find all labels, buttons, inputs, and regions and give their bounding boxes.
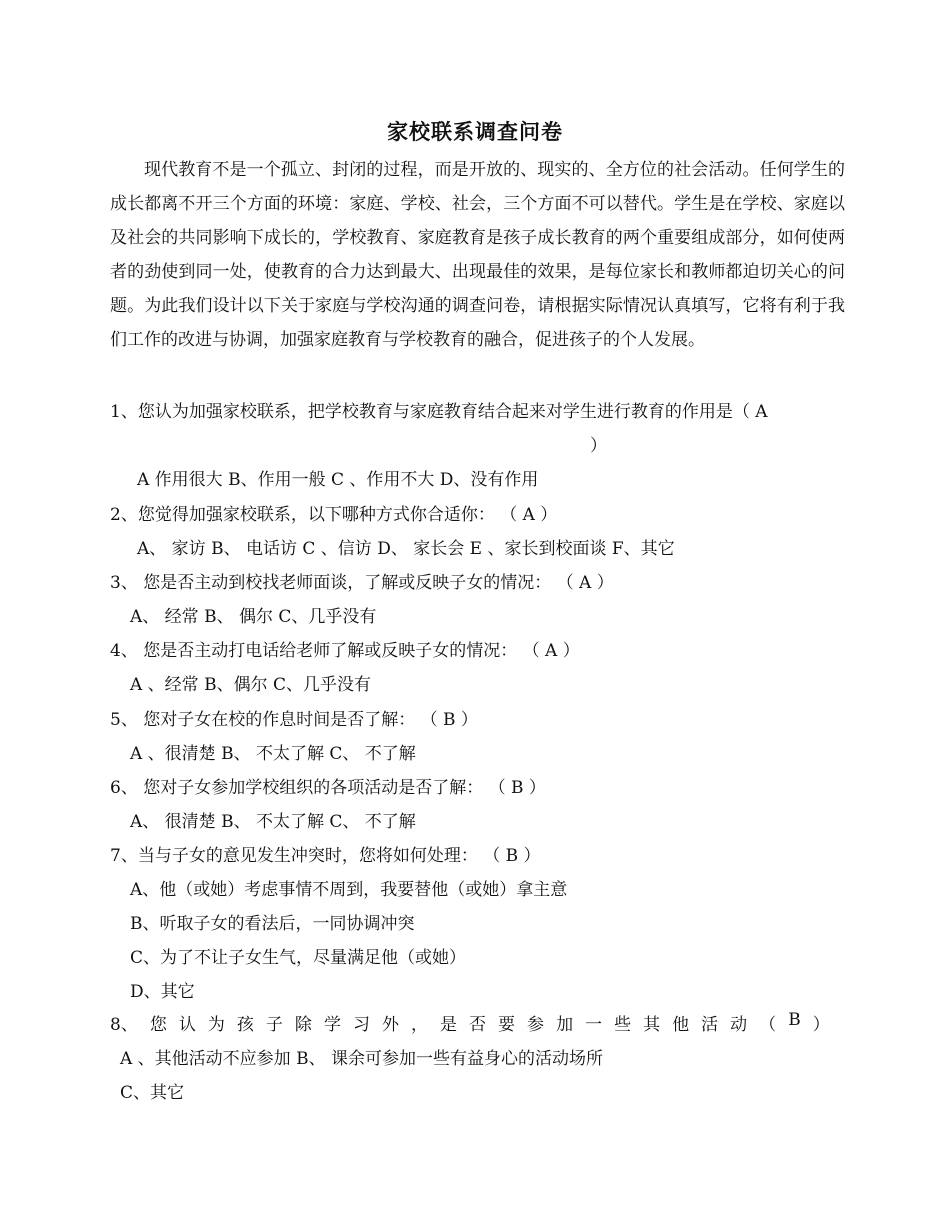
question-3: 3、 您是否主动到校找老师面谈，了解或反映子女的情况： （ A ） xyxy=(110,573,614,593)
question-2-options: A、 家访 B、 电话访 C 、信访 D、 家长会 E 、家长到校面谈 F、其它 xyxy=(137,539,675,559)
question-8-options: A 、其他活动不应参加 B、 课余可参加一些有益身心的活动场所 xyxy=(120,1049,603,1069)
q8-char: ， xyxy=(410,1015,428,1035)
question-7-option-c: C、为了不让子女生气，尽量满足他（或她） xyxy=(130,948,467,968)
question-3-options: A、 经常 B、 偶尔 C、几乎没有 xyxy=(130,607,377,627)
q8-char: 学 xyxy=(323,1015,341,1035)
question-4: 4、 您是否主动打电话给老师了解或反映子女的情况： （ A ） xyxy=(110,641,580,661)
q8-char: 外 xyxy=(381,1015,399,1035)
question-6: 6、 您对子女参加学校组织的各项活动是否了解： （ B ） xyxy=(110,778,546,798)
q8-char: 8、 xyxy=(110,1015,138,1035)
page-title: 家校联系调查问卷 xyxy=(387,119,563,144)
question-5-options: A 、很清楚 B、 不太了解 C、 不了解 xyxy=(130,744,416,764)
question-5: 5、 您对子女在校的作息时间是否了解： （ B ） xyxy=(110,710,478,730)
q8-char: （ xyxy=(759,1015,777,1035)
q8-char: ） xyxy=(812,1015,830,1035)
q8-char: 其 xyxy=(643,1015,661,1035)
question-7-option-a: A、他（或她）考虑事情不周到，我要替他（或她）拿主意 xyxy=(130,880,568,900)
q8-char: 是 xyxy=(440,1015,457,1035)
q8-char: 子 xyxy=(265,1015,283,1035)
q8-char: 要 xyxy=(498,1015,516,1035)
question-1: 1、您认为加强家校联系，把学校教育与家庭教育结合起来对学生进行教育的作用是（ A xyxy=(110,402,768,422)
question-1-close-paren: ） xyxy=(590,436,607,456)
q8-char: 些 xyxy=(614,1015,632,1035)
q8-char: 他 xyxy=(672,1015,690,1035)
q8-char: 动 xyxy=(730,1015,748,1035)
question-8 xyxy=(110,1010,830,1035)
question-4-options: A 、经常 B、偶尔 C、几乎没有 xyxy=(130,675,371,695)
q8-char: 孩 xyxy=(236,1015,254,1035)
question-1-options: A 作用很大 B、作用一般 C 、作用不大 D、没有作用 xyxy=(137,470,539,490)
question-7: 7、当与子女的意见发生冲突时，您将如何处理： （ B ） xyxy=(110,846,541,866)
intro-text: 现代教育不是一个孤立、封闭的过程，而是开放的、现实的、全方位的社会活动。任何学生的成长都离不开三个方面的环境：家庭、学校、社会，三个方面不可以替代。学生是在学校、家庭以及社会的共同影响下成长的，学校教育、家庭教育是孩子成长教育的两个重要组成部分，如何使两者的劲使到同一处，使教育的合力达到最大、出现最佳的效果，是每位家长和教师都迫切关心的问题。为此我们设计以下关于家庭与学校沟通的调查问卷，请根据实际情况认真填写，它将有利于我们工作的改进与协调，加强家庭教育与学校教育的融合，促进孩子的个人发展。 xyxy=(110,160,845,350)
q8-char: 参 xyxy=(527,1015,545,1035)
question-8-option-c: C、其它 xyxy=(120,1083,185,1103)
q8-char: 否 xyxy=(469,1015,487,1035)
q8-char: 习 xyxy=(352,1015,370,1035)
q8-answer: B xyxy=(788,1010,801,1030)
intro-paragraph xyxy=(110,153,845,357)
q8-char: 一 xyxy=(585,1015,603,1035)
q8-char: 除 xyxy=(294,1015,312,1035)
question-7-option-b: B、听取子女的看法后，一同协调冲突 xyxy=(130,914,415,934)
question-2: 2、您觉得加强家校联系，以下哪种方式你合适你： （ A ） xyxy=(110,505,558,525)
q8-char: 您 xyxy=(149,1015,167,1035)
question-7-option-d: D、其它 xyxy=(130,982,195,1002)
question-6-options: A、 很清楚 B、 不太了解 C、 不了解 xyxy=(130,812,416,832)
q8-char: 为 xyxy=(207,1015,225,1035)
q8-char: 认 xyxy=(178,1015,196,1035)
q8-char: 加 xyxy=(556,1015,574,1035)
q8-char: 活 xyxy=(701,1015,719,1035)
